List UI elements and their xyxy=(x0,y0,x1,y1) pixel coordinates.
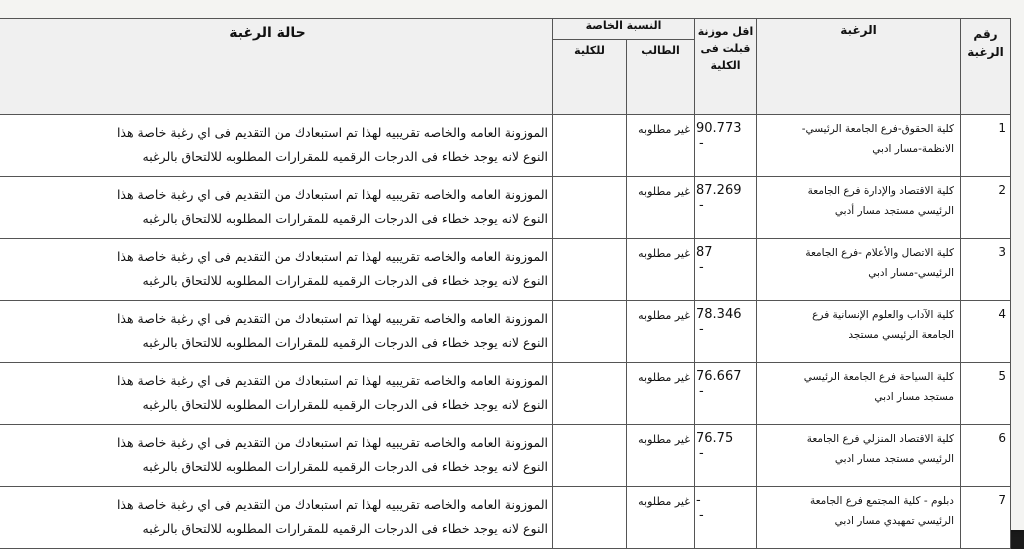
wish-line: كلية الآداب والعلوم الإنسانية فرع xyxy=(812,309,954,321)
header-min-score: اقل موزنة قبلت فى الكلية xyxy=(695,19,757,115)
college-ratio xyxy=(553,177,627,239)
status-line: النوع لانه يوجد خطاء فى الدرجات الرقميه للمقرارات المطلوبه للالتحاق بالرغبه xyxy=(142,397,548,412)
wish-number: 5 xyxy=(961,363,1011,425)
min-score-value: 76.75 xyxy=(696,431,734,446)
college-ratio xyxy=(553,425,627,487)
student-ratio: غير مطلوبه xyxy=(627,487,695,549)
min-score-value: 87 xyxy=(696,245,713,260)
wishes-table xyxy=(0,18,1011,549)
wish-status xyxy=(0,363,553,425)
min-score-value: 90.773 xyxy=(696,121,742,136)
college-ratio xyxy=(553,487,627,549)
status-line: النوع لانه يوجد خطاء فى الدرجات الرقميه للمقرارات المطلوبه للالتحاق بالرغبه xyxy=(142,521,548,536)
min-score xyxy=(695,239,757,301)
table-row xyxy=(0,487,1011,549)
table-row xyxy=(0,363,1011,425)
wish-number: 6 xyxy=(961,425,1011,487)
wish-status xyxy=(0,239,553,301)
min-score xyxy=(695,115,757,177)
dash: - xyxy=(699,322,704,337)
min-score xyxy=(695,177,757,239)
wish-line: كلية الاتصال والأعلام -فرع الجامعة xyxy=(805,247,954,259)
wish-number: 4 xyxy=(961,301,1011,363)
min-score xyxy=(695,363,757,425)
table-row xyxy=(0,425,1011,487)
college-ratio xyxy=(553,363,627,425)
status-line: الموزونة العامه والخاصه تقريبيه لهذا تم استبعادك من التقديم فى اي رغبة خاصة هذا xyxy=(116,125,548,140)
table-row xyxy=(0,301,1011,363)
college-ratio xyxy=(553,301,627,363)
wish-status xyxy=(0,487,553,549)
wish-name xyxy=(757,239,961,301)
wish-number: 3 xyxy=(961,239,1011,301)
min-score xyxy=(695,487,757,549)
dash: - xyxy=(699,384,704,399)
table-row xyxy=(0,115,1011,177)
status-line: الموزونة العامه والخاصه تقريبيه لهذا تم استبعادك من التقديم فى اي رغبة خاصة هذا xyxy=(116,435,548,450)
header-wish: الرغبة xyxy=(757,19,961,115)
dash: - xyxy=(699,446,704,461)
wish-name xyxy=(757,363,961,425)
wish-number: 2 xyxy=(961,177,1011,239)
wish-name xyxy=(757,301,961,363)
status-line: الموزونة العامه والخاصه تقريبيه لهذا تم استبعادك من التقديم فى اي رغبة خاصة هذا xyxy=(116,249,548,264)
student-ratio: غير مطلوبه xyxy=(627,301,695,363)
min-score xyxy=(695,301,757,363)
header-college: للكلية xyxy=(553,40,627,115)
wish-line: الجامعة الرئيسي مستجد xyxy=(848,329,954,341)
status-line: النوع لانه يوجد خطاء فى الدرجات الرقميه للمقرارات المطلوبه للالتحاق بالرغبه xyxy=(142,335,548,350)
min-score-value: - xyxy=(696,493,701,508)
status-line: الموزونة العامه والخاصه تقريبيه لهذا تم استبعادك من التقديم فى اي رغبة خاصة هذا xyxy=(116,497,548,512)
min-score-value: 87.269 xyxy=(696,183,742,198)
table-row xyxy=(0,239,1011,301)
wish-line: كلية الحقوق-فرع الجامعة الرئيسي- xyxy=(801,123,954,135)
min-score-value: 78.346 xyxy=(696,307,742,322)
student-ratio: غير مطلوبه xyxy=(627,239,695,301)
wish-line: الرئيسي مستجد مسار أدبي xyxy=(834,205,954,217)
wish-line: الرئيسي تمهيدي مسار ادبي xyxy=(834,515,954,527)
wish-number: 1 xyxy=(961,115,1011,177)
status-line: الموزونة العامه والخاصه تقريبيه لهذا تم استبعادك من التقديم فى اي رغبة خاصة هذا xyxy=(116,187,548,202)
wish-number: 7 xyxy=(961,487,1011,549)
wish-line: الرئيسي مستجد مسار ادبي xyxy=(834,453,954,465)
status-line: الموزونة العامه والخاصه تقريبيه لهذا تم استبعادك من التقديم فى اي رغبة خاصة هذا xyxy=(116,373,548,388)
student-ratio: غير مطلوبه xyxy=(627,115,695,177)
min-score-value: 76.667 xyxy=(696,369,742,384)
wish-name xyxy=(757,425,961,487)
wish-line: الرئيسي-مسار ادبي xyxy=(868,267,954,279)
header-student: الطالب xyxy=(627,40,695,115)
wish-line: دبلوم - كلية المجتمع فرع الجامعة xyxy=(809,495,954,507)
wish-line: مستجد مسار ادبي xyxy=(874,391,954,403)
dash: - xyxy=(699,136,704,151)
wish-status xyxy=(0,301,553,363)
college-ratio xyxy=(553,239,627,301)
status-line: النوع لانه يوجد خطاء فى الدرجات الرقميه للمقرارات المطلوبه للالتحاق بالرغبه xyxy=(142,273,548,288)
table-row xyxy=(0,177,1011,239)
header-special-ratio: النسبة الخاصة xyxy=(553,19,695,40)
status-line: النوع لانه يوجد خطاء فى الدرجات الرقميه للمقرارات المطلوبه للالتحاق بالرغبه xyxy=(142,459,548,474)
wish-name xyxy=(757,177,961,239)
header-wish-number: رقم الرغبة xyxy=(961,19,1011,115)
wish-name xyxy=(757,115,961,177)
wish-status xyxy=(0,425,553,487)
min-score xyxy=(695,425,757,487)
status-line: النوع لانه يوجد خطاء فى الدرجات الرقميه للمقرارات المطلوبه للالتحاق بالرغبه xyxy=(142,211,548,226)
wish-status xyxy=(0,177,553,239)
wish-line: الانظمة-مسار ادبي xyxy=(872,143,954,155)
status-line: الموزونة العامه والخاصه تقريبيه لهذا تم استبعادك من التقديم فى اي رغبة خاصة هذا xyxy=(116,311,548,326)
student-ratio: غير مطلوبه xyxy=(627,363,695,425)
wish-line: كلية الاقتصاد المنزلي فرع الجامعة xyxy=(806,433,954,445)
header-wish-status: حالة الرغبة xyxy=(0,19,553,115)
header-row-1 xyxy=(0,19,1011,40)
college-ratio xyxy=(553,115,627,177)
dash: - xyxy=(699,198,704,213)
dash: - xyxy=(699,508,704,523)
wish-line: كلية الاقتصاد والإدارة فرع الجامعة xyxy=(807,185,954,197)
wish-line: كلية السياحة فرع الجامعة الرئيسي xyxy=(803,371,954,383)
wish-status xyxy=(0,115,553,177)
student-ratio: غير مطلوبه xyxy=(627,177,695,239)
status-line: النوع لانه يوجد خطاء فى الدرجات الرقميه للمقرارات المطلوبه للالتحاق بالرغبه xyxy=(142,149,548,164)
dash: - xyxy=(699,260,704,275)
student-ratio: غير مطلوبه xyxy=(627,425,695,487)
wish-name xyxy=(757,487,961,549)
